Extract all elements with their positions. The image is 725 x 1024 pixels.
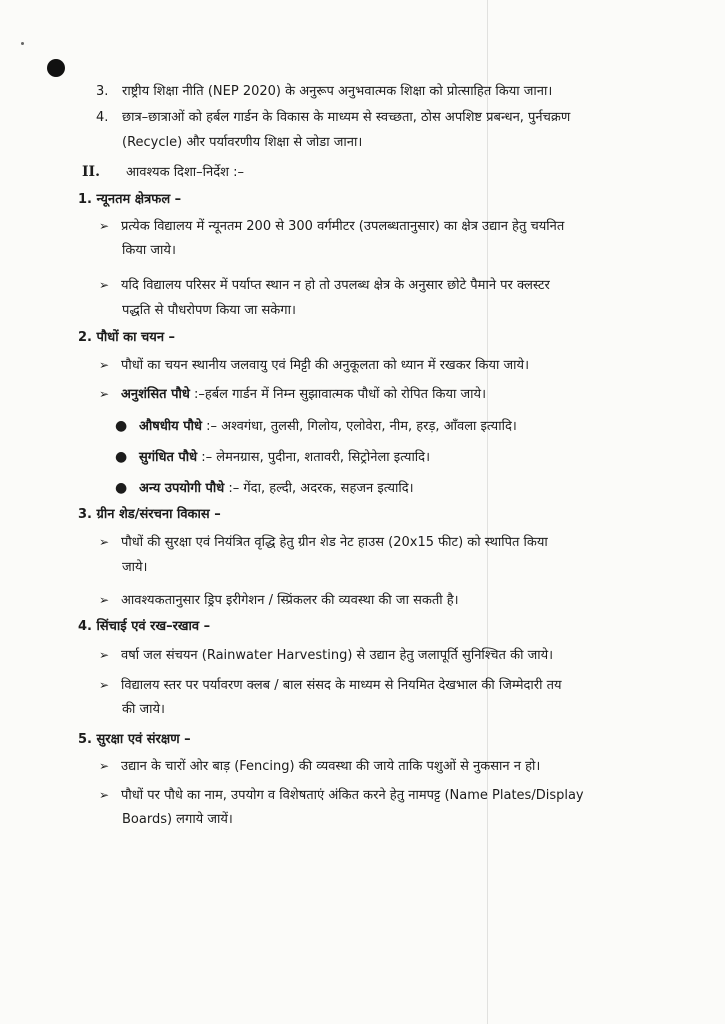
guideline-text: पौधों का चयन स्थानीय जलवायु एवं मिट्टी की अनुकूलता को ध्यान में रखकर किया जाये। [121, 358, 529, 373]
arrow-bullet-icon: ➢ [99, 278, 110, 292]
arrow-bullet-icon: ➢ [99, 593, 110, 607]
subsection-heading-2: 2. पौधों का चयन – [78, 330, 176, 345]
arrow-bullet-icon: ➢ [99, 535, 110, 549]
guideline-item [99, 591, 459, 610]
guideline-text: पौधों की सुरक्षा एवं नियंत्रित वृद्धि हेतु ग्रीन शेड नेट हाउस (20x15 फीट) को स्थापित किया [121, 535, 548, 550]
plant-bullet-item [115, 417, 517, 436]
guideline-item [99, 385, 486, 404]
guideline-text-continued: किया जाये। [122, 243, 176, 258]
list-item-4-continued: (Recycle) और पर्यावरणीय शिक्षा से जोडा जाना। [122, 135, 363, 150]
plant-list-text: :– गेंदा, हल्दी, अदरक, सहजन इत्यादि। [224, 481, 414, 496]
section-number: II. [82, 164, 100, 180]
scan-speck [21, 42, 24, 45]
subsection-heading-5: 5. सुरक्षा एवं संरक्षण – [78, 732, 191, 747]
list-number: 4. [96, 110, 109, 125]
fold-line [487, 0, 488, 1024]
guideline-text-continued: की जाये। [122, 702, 165, 717]
guideline-text: यदि विद्यालय परिसर में पर्याप्त स्थान न हो तो उपलब्ध क्षेत्र के अनुसार छोटे पैमाने पर क्लस्टर [121, 278, 550, 293]
plant-category-label: सुगंधित पौधे [139, 450, 198, 465]
bullet-icon: ● [115, 449, 128, 465]
guideline-text: विद्यालय स्तर पर पर्यावरण क्लब / बाल संसद के माध्यम से नियमित देखभाल की जिम्मेदारी तय [121, 678, 562, 693]
arrow-bullet-icon: ➢ [99, 387, 110, 401]
subsection-heading-4: 4. सिंचाई एवं रख–रखाव – [78, 619, 211, 634]
guideline-text: उद्यान के चारों ओर बाड़ (Fencing) की व्यवस्था की जाये ताकि पशुओं से नुकसान न हो। [121, 759, 541, 774]
guideline-item [99, 646, 553, 665]
guideline-text: पौधों पर पौधे का नाम, उपयोग व विशेषताएं अंकित करने हेतु नामपट्ट (Name Plates/Display [121, 788, 584, 803]
guideline-text: वर्षा जल संचयन (Rainwater Harvesting) से उद्यान हेतु जलापूर्ति सुनिश्चित की जाये। [121, 648, 554, 663]
list-item-3 [96, 83, 552, 101]
guideline-text: :–हर्बल गार्डन में निम्न सुझावात्मक पौधों को रोपित किया जाये। [189, 387, 487, 402]
guideline-item [99, 533, 548, 552]
guideline-text-continued: जाये। [122, 560, 148, 575]
plant-category-label: अन्य उपयोगी पौधे [139, 481, 225, 496]
list-item-4 [96, 109, 570, 127]
plant-list-text: :– अश्वगंधा, तुलसी, गिलोय, एलोवेरा, नीम, हरड़, आँवला इत्यादि। [202, 419, 517, 434]
plant-bullet-item [115, 448, 430, 467]
guideline-item [99, 676, 562, 695]
bullet-icon: ● [115, 480, 128, 496]
guideline-item [99, 217, 564, 236]
guideline-item [99, 276, 550, 295]
guideline-item [99, 786, 584, 805]
arrow-bullet-icon: ➢ [99, 648, 110, 662]
plant-list-text: :– लेमनग्रास, पुदीना, शतावरी, सिट्रोनेला इत्यादि। [197, 450, 431, 465]
recommended-plants-label: अनुशंसित पौधे [121, 387, 190, 402]
plant-category-label: औषधीय पौधे [139, 419, 202, 434]
guideline-item [99, 757, 540, 776]
subsection-heading-3: 3. ग्रीन शेड/संरचना विकास – [78, 507, 221, 522]
guideline-text: प्रत्येक विद्यालय में न्यूनतम 200 से 300 वर्गमीटर (उपलब्धतानुसार) का क्षेत्र उद्यान हेतु चयनित [121, 219, 565, 234]
section-title: आवश्यक दिशा–निर्देश :– [126, 165, 245, 180]
list-item-text: राष्ट्रीय शिक्षा नीति (NEP 2020) के अनुरूप अनुभवात्मक शिक्षा को प्रोत्साहित किया जाना। [122, 84, 553, 99]
punch-hole [47, 59, 65, 77]
arrow-bullet-icon: ➢ [99, 759, 110, 773]
arrow-bullet-icon: ➢ [99, 358, 110, 372]
bullet-icon: ● [115, 418, 128, 434]
guideline-text-continued: Boards) लगाये जायें। [122, 812, 233, 827]
arrow-bullet-icon: ➢ [99, 788, 110, 802]
list-item-text: छात्र–छात्राओं को हर्बल गार्डन के विकास के माध्यम से स्वच्छता, ठोस अपशिष्ट प्रबन्धन, पुर्नचक्रण [122, 110, 571, 125]
guideline-text: आवश्यकतानुसार ड्रिप इरीगेशन / स्प्रिंकलर की व्यवस्था की जा सकती है। [121, 593, 459, 608]
arrow-bullet-icon: ➢ [99, 219, 110, 233]
guideline-text-continued: पद्धति से पौधरोपण किया जा सकेगा। [122, 303, 296, 318]
list-number: 3. [96, 84, 109, 99]
arrow-bullet-icon: ➢ [99, 678, 110, 692]
plant-bullet-item [115, 479, 414, 498]
guideline-item [99, 356, 529, 375]
section-heading-2 [82, 163, 244, 182]
subsection-heading-1: 1. न्यूनतम क्षेत्रफल – [78, 192, 182, 207]
